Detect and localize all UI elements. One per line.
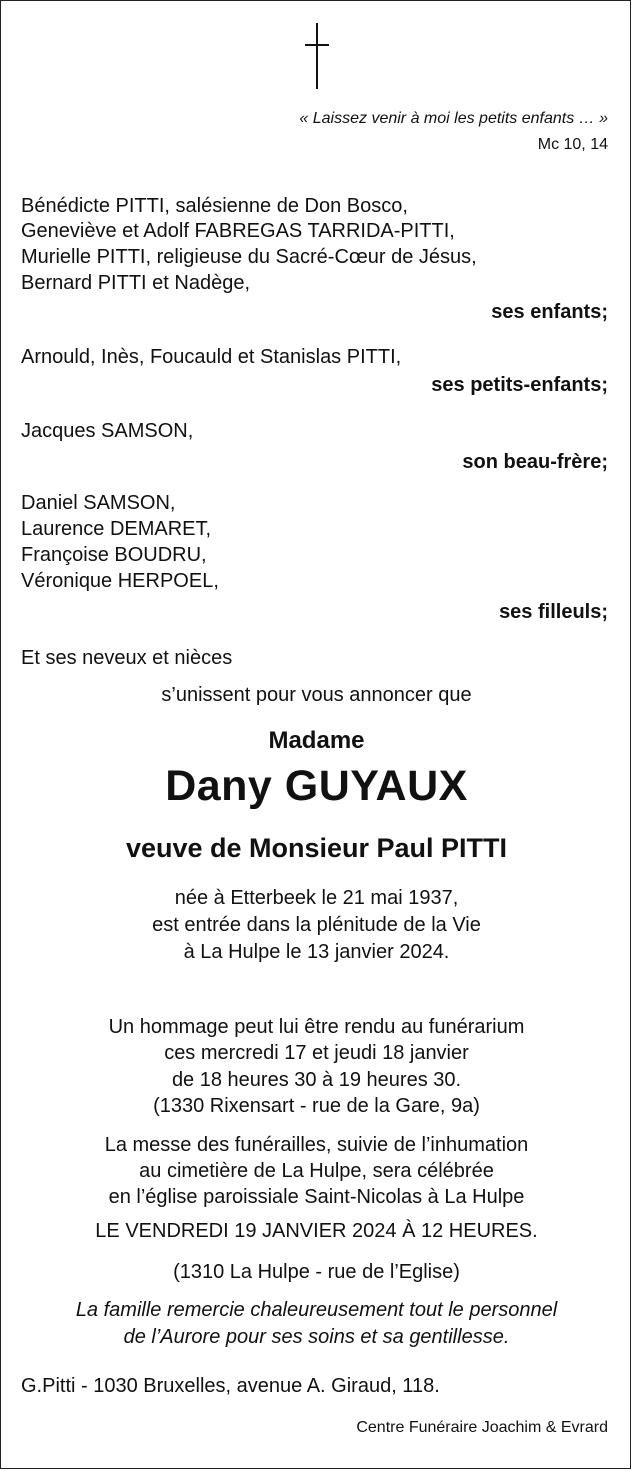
nephews-line: Et ses neveux et nièces	[21, 647, 233, 669]
messe-line: La messe des funérailles, suivie de l’inhumation	[104, 1134, 529, 1156]
announce-line: s’unissent pour vous annoncer que	[161, 684, 472, 706]
grandchildren-line: Arnould, Inès, Foucauld et Stanislas PITTI,	[21, 346, 402, 368]
messe-line: en l’église paroissiale Saint-Nicolas à La Hulpe	[108, 1186, 525, 1208]
child-line: Bernard PITTI et Nadège,	[21, 272, 251, 294]
deceased-name: Dany GUYAUX	[165, 762, 468, 810]
hommage-address: (1330 Rixensart - rue de la Gare, 9a)	[153, 1095, 480, 1117]
messe-line: au cimetière de La Hulpe, sera célébrée	[139, 1160, 494, 1182]
birth-death-line: est entrée dans la plénitude de la Vie	[152, 914, 481, 936]
funeral-home-name: Centre Funéraire Joachim & Evrard	[356, 1419, 608, 1436]
godchild-line: Véronique HERPOEL,	[21, 570, 219, 592]
hommage-line: de 18 heures 30 à 19 heures 30.	[171, 1069, 462, 1091]
messe-address: (1310 La Hulpe - rue de l’Eglise)	[173, 1261, 460, 1283]
godchildren-role: ses filleuls;	[499, 601, 608, 623]
grandchildren-role: ses petits-enfants;	[431, 374, 608, 396]
birth-death-line: née à Etterbeek le 21 mai 1937,	[174, 887, 459, 909]
deceased-title: Madame	[268, 727, 365, 754]
godchild-line: Laurence DEMARET,	[21, 518, 212, 540]
messe-date: LE VENDREDI 19 JANVIER 2024 À 12 HEURES.	[95, 1220, 538, 1242]
thanks-line: de l’Aurore pour ses soins et sa gentillesse.	[123, 1326, 510, 1348]
godchild-line: Françoise BOUDRU,	[21, 544, 207, 566]
brother-in-law-line: Jacques SAMSON,	[21, 420, 194, 442]
child-line: Murielle PITTI, religieuse du Sacré-Cœur de Jésus,	[21, 246, 477, 268]
child-line: Geneviève et Adolf FABREGAS TARRIDA-PITTI,	[21, 220, 455, 242]
thanks-line: La famille remercie chaleureusement tout le personnel	[75, 1299, 558, 1321]
hommage-line: ces mercredi 17 et jeudi 18 janvier	[164, 1042, 469, 1064]
bible-quote-reference: Mc 10, 14	[537, 136, 608, 153]
hommage-line: Un hommage peut lui être rendu au funérarium	[108, 1016, 525, 1038]
brother-in-law-role: son beau-frère;	[462, 451, 608, 473]
godchild-line: Daniel SAMSON,	[21, 492, 176, 514]
children-role: ses enfants;	[491, 301, 608, 323]
widow-of: veuve de Monsieur Paul PITTI	[125, 833, 508, 863]
bible-quote: « Laissez venir à moi les petits enfants … »	[299, 110, 608, 127]
cross-icon	[1, 23, 632, 89]
contact-address: G.Pitti - 1030 Bruxelles, avenue A. Giraud, 118.	[21, 1375, 440, 1397]
child-line: Bénédicte PITTI, salésienne de Don Bosco,	[21, 195, 408, 217]
birth-death-line: à La Hulpe le 13 janvier 2024.	[183, 941, 450, 963]
